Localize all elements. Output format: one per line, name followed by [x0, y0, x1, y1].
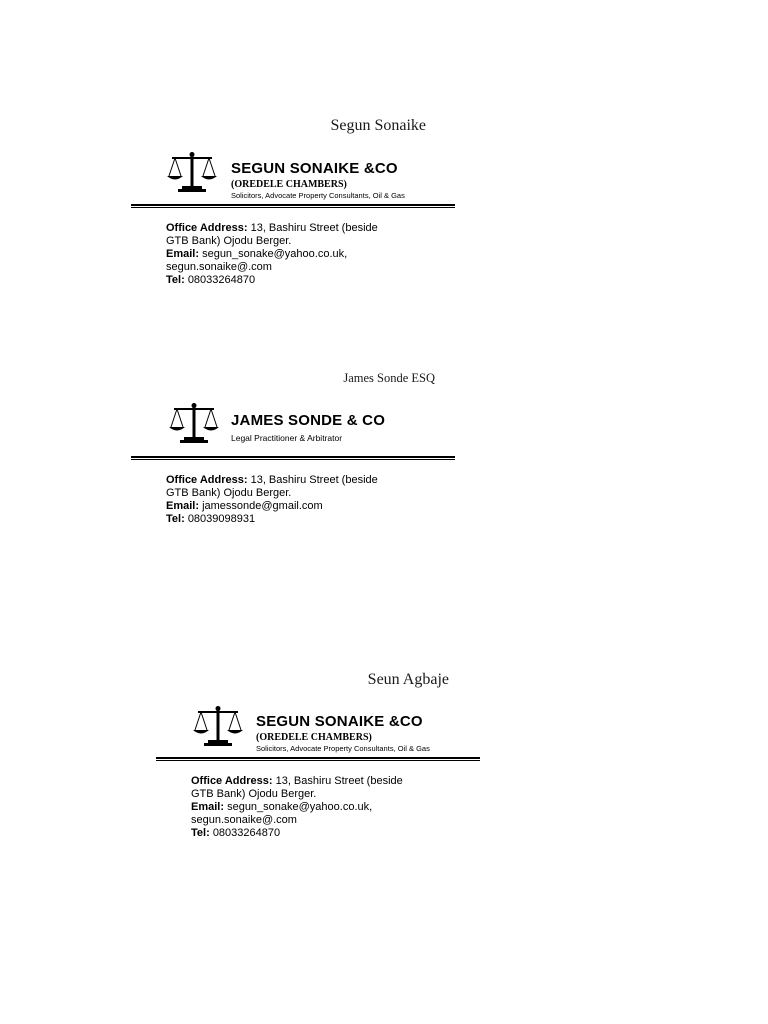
firm-name: SEGUN SONAIKE &CO	[256, 713, 423, 730]
firm-block	[231, 412, 385, 443]
telephone: Tel: 08033264870	[191, 827, 281, 839]
firm-block	[256, 713, 430, 754]
office-address: Office Address: 13, Bashiru Street (beside	[166, 222, 378, 234]
person-name: Seun Agbaje	[367, 671, 449, 688]
divider-rule	[131, 204, 455, 208]
divider-rule	[131, 456, 455, 460]
office-address-line2: GTB Bank) Ojodu Berger.	[191, 788, 317, 800]
firm-tagline: Solicitors, Advocate Property Consultants, Oil & Gas	[231, 191, 405, 200]
contact-details	[191, 775, 403, 840]
office-address-line2: GTB Bank) Ojodu Berger.	[166, 235, 292, 247]
telephone: Tel: 08039098931	[166, 513, 256, 525]
firm-tagline: Solicitors, Advocate Property Consultants, Oil & Gas	[256, 744, 430, 753]
contact-details	[166, 222, 378, 287]
email: Email: segun_sonake@yahoo.co.uk,	[166, 248, 348, 260]
email: Email: segun_sonake@yahoo.co.uk,	[191, 801, 373, 813]
email: Email: jamessonde@gmail.com	[166, 500, 323, 512]
firm-block	[231, 160, 405, 201]
person-name: James Sonde ESQ	[343, 371, 435, 385]
chambers-name: (OREDELE CHAMBERS)	[231, 179, 347, 190]
email-line2: segun.sonaike@.com	[191, 814, 297, 826]
chambers-name: (OREDELE CHAMBERS)	[256, 732, 372, 743]
scales-of-justice-icon	[166, 152, 218, 192]
firm-name: JAMES SONDE & CO	[231, 412, 386, 429]
person-name: Segun Sonaike	[330, 117, 426, 134]
office-address: Office Address: 13, Bashiru Street (beside	[191, 775, 403, 787]
telephone: Tel: 08033264870	[166, 274, 256, 286]
firm-tagline: Legal Practitioner & Arbitrator	[231, 433, 343, 443]
firm-name: SEGUN SONAIKE &CO	[231, 160, 398, 177]
divider-rule	[156, 757, 480, 761]
office-address: Office Address: 13, Bashiru Street (beside	[166, 474, 378, 486]
scales-of-justice-icon	[168, 403, 220, 443]
office-address-line2: GTB Bank) Ojodu Berger.	[166, 487, 292, 499]
contact-details	[166, 474, 378, 526]
email-line2: segun.sonaike@.com	[166, 261, 272, 273]
scales-of-justice-icon	[192, 706, 244, 746]
